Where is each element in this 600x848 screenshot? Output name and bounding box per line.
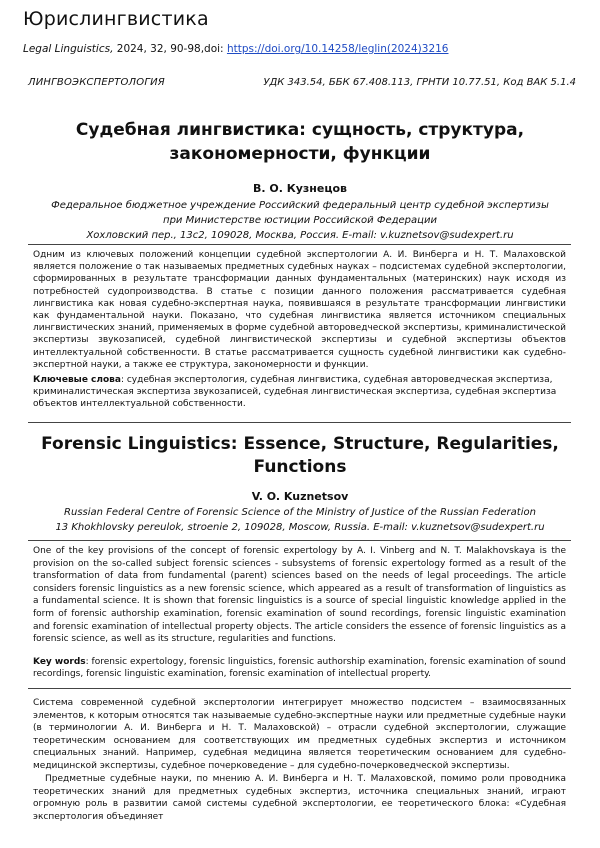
keywords-en-text: : forensic expertology, forensic linguistics, forensic authorship examination, forensic examination of sound recordings, forensic linguistic examination, forensic examination of intellectual property.: [33, 657, 566, 680]
title-en-line2: Functions: [253, 457, 347, 477]
title-en: [0, 433, 600, 479]
keywords-ru: [33, 374, 566, 411]
citation-line: [23, 43, 448, 55]
abstract-ru: Одним из ключевых положений концепции судебной экспертологии А. И. Винберга и Н. Т. Малаховской является положение о так называемых предметных судебных науках – подсистемах судебной экспертологии, сформированных в результате трансформации данных фундаментальных (материнских) наук исходя из потребностей судопроизводства. В статье с позиции данного положения рассматривается судебная лингвистика как новая судебно-экспертная наука, появившаяся в результате трансформации лингвистики как фундаментальной науки. Показано, что судебная лингвистика является источником специальных лингвистических знаний, применяемых в форме судебной автороведческой экспертизы, криминалистической экспертизы звукозаписей, судебной лингвистической экспертизы и судебной экспертизы объектов интеллектуальной собственности. В статье рассматривается сущность судебной лингвистики как судебно-экспертной науки, а также ее структура, закономерности и функции.: [33, 250, 566, 370]
author-en: V. O. Kuznetsov: [251, 490, 349, 503]
divider: [28, 422, 571, 423]
keywords-ru-text: : судебная экспертология, судебная лингвистика, судебная автороведческая экспертиза, криминалистическая экспертиза звукозаписей, судебная лингвистическая экспертиза, судебная экспертиза объектов интеллектуальной собственности.: [33, 375, 557, 410]
affiliation-ru-line1: Федеральное бюджетное учреждение Российский федеральный центр судебной экспертизы: [51, 200, 549, 211]
body-paragraph-2: Предметные судебные науки, по мнению А. И. Винберга и Н. Т. Малаховской, помимо роли проводника теоретических знаний для предметных судебных экспертиз, источника специальных знаний, играют огромную роль в развитии самой системы судебной экспертологии, ее теоретического блока: «Судебная экспертология объединяет: [33, 774, 566, 822]
affiliation-ru: [0, 198, 600, 243]
title-ru-line1: Судебная лингвистика: сущность, структура,: [75, 120, 525, 140]
doi-link[interactable]: https://doi.org/10.14258/leglin(2024)3216: [226, 43, 449, 55]
keywords-en: [33, 656, 566, 680]
author-ru: В. О. Кузнецов: [252, 182, 348, 195]
divider: [28, 244, 571, 245]
section-label: ЛИНГВОЭКСПЕРТОЛОГИЯ: [28, 77, 165, 88]
affiliation-en-line1: Russian Federal Centre of Forensic Science of the Ministry of Justice of the Russian Federation: [64, 507, 536, 518]
citation-details: 2024, 32, 90-98,doi:: [113, 43, 227, 55]
title-en-line1: Forensic Linguistics: Essence, Structure, Regularities,: [41, 434, 559, 454]
abstract-en: One of the key provisions of the concept of forensic expertology by A. I. Vinberg and N. T. Malakhovskaya is the provision on the so-called subject forensic sciences - subsystems of forensic expertology formed as a result of the transformation of data from fundamental (parent) sciences based on the needs of legal proceedings. The article considers forensic linguistics as a new forensic science, which appeared as a result of transformation of linguistics as a fundamental science. It is shown that forensic linguistics is a source of special linguistic knowledge applied in the form of forensic authorship examination, forensic examination of sound recordings, forensic linguistic examination and forensic examination of intellectual property objects. The article considers the essence of forensic linguistics as a forensic science, as well as its structure, regularities and functions.: [33, 546, 566, 645]
title-ru-line2: закономерности, функции: [169, 144, 431, 164]
divider: [28, 688, 571, 689]
affiliation-ru-line3: Хохловский пер., 13с2, 109028, Москва, Россия. E-mail: v.kuznetsov@sudexpert.ru: [86, 230, 514, 241]
divider: [28, 540, 571, 541]
affiliation-ru-line2: при Министерстве юстиции Российской Федерации: [163, 215, 437, 226]
classification-codes: УДК 343.54, ББК 67.408.113, ГРНТИ 10.77.51, Код ВАК 5.1.4: [263, 77, 576, 88]
affiliation-en: [0, 505, 600, 535]
affiliation-en-line2: 13 Khokhlovsky pereulok, stroenie 2, 109028, Moscow, Russia. E-mail: v.kuznetsov@sudexpert.ru: [55, 522, 545, 533]
journal-name: Юрислингвистика: [23, 8, 209, 30]
keywords-en-label: Key words: [33, 657, 86, 667]
title-ru: [0, 118, 600, 166]
keywords-ru-label: Ключевые слова: [33, 375, 121, 385]
citation-journal: Legal Linguistics,: [23, 43, 114, 55]
body-paragraph-1: Система современной судебной экспертологии интегрирует множество подсистем – взаимосвязанных элементов, к которым относятся так называемые судебно-экспертные науки или предметные судебные науки (в терминологии А. И. Винберга и Н. Т. Малаховской) – отрасли судебной экспертологии, служащие теоретическим основанием для соответствующих им предметных судебных экспертиз и источником специальных знаний. Например, судебная медицина является теоретическим основанием для судебно-медицинской экспертизы, судебное почерковедение – для судебно-почерковедческой экспертизы.: [33, 698, 566, 771]
